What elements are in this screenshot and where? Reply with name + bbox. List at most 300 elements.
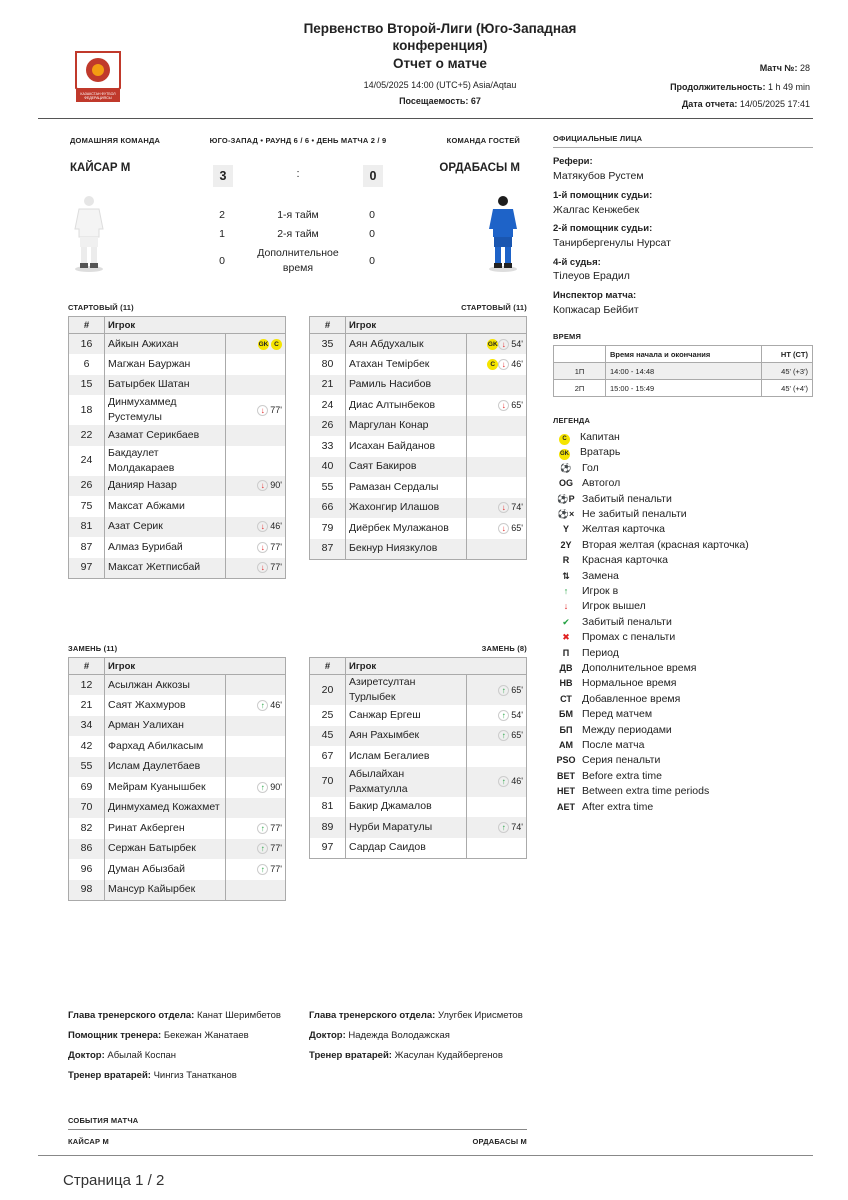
player-out-icon: ↓ — [498, 359, 509, 370]
col-number: # — [310, 317, 346, 334]
player-number: 89 — [310, 817, 346, 838]
player-events — [467, 375, 527, 396]
legend-item — [556, 723, 672, 738]
sub-minute: 65' — [511, 684, 523, 695]
player-events — [226, 798, 286, 819]
player-events — [226, 395, 286, 425]
player-in-icon: ↑ — [257, 843, 268, 854]
player-row — [69, 695, 286, 716]
player-row — [310, 334, 527, 355]
player-name: Динмухамед Кожахмет — [105, 798, 226, 819]
sub-minute: 74' — [511, 502, 523, 513]
legend-label: Забитый пенальти — [582, 615, 672, 628]
player-number: 45 — [310, 726, 346, 747]
events-away: ОРДАБАСЫ М — [472, 1137, 527, 1146]
player-name: Батырбек Шатан — [105, 375, 226, 396]
player-row — [310, 817, 527, 838]
player-events — [467, 675, 527, 706]
legend-item — [556, 569, 619, 584]
half1-away: 0 — [369, 209, 375, 221]
player-number: 35 — [310, 334, 346, 355]
inspector-label: Инспектор матча: — [553, 290, 637, 301]
legend-label: Красная карточка — [582, 554, 668, 567]
legend-label: Серия пенальти — [582, 754, 661, 767]
legend-icon: ✖ — [562, 632, 570, 643]
player-number: 21 — [310, 375, 346, 396]
player-events — [467, 539, 527, 560]
player-number: 69 — [69, 777, 105, 798]
player-name: Ислам Бегалиев — [346, 746, 467, 767]
legend-item — [556, 646, 619, 661]
player-row — [69, 375, 286, 396]
player-number: 12 — [69, 675, 105, 696]
time-row: 1П 14:00 - 14:48 45' (+3') — [554, 363, 813, 380]
player-number: 97 — [69, 558, 105, 579]
legend-icon: ⚽ — [560, 462, 572, 473]
player-number: 18 — [69, 395, 105, 425]
legend-label: Перед матчем — [582, 708, 653, 721]
federation-logo — [72, 48, 124, 106]
player-number: 42 — [69, 736, 105, 757]
legend-label: Нормальное время — [582, 677, 677, 690]
player-number: 75 — [69, 496, 105, 517]
score-separator: : — [296, 168, 300, 180]
away-start-label: СТАРТОВЫЙ (11) — [461, 303, 527, 312]
staff-member: Помощник тренера: Бекежан Жанатаев — [68, 1030, 249, 1041]
player-row — [69, 736, 286, 757]
legend-item — [556, 707, 652, 722]
player-name: Сержан Батырбек — [105, 839, 226, 860]
player-name: Магжан Бауржан — [105, 354, 226, 375]
player-events — [467, 477, 527, 498]
legend-label: Промах с пенальти — [582, 631, 676, 644]
legend-icon: OG — [558, 478, 573, 489]
sub-minute: 74' — [511, 821, 523, 832]
player-row — [310, 726, 527, 747]
legend-icon: GK — [559, 449, 570, 460]
sub-minute: 90' — [270, 480, 282, 491]
time-row: 2П 15:00 - 15:49 45' (+4') — [554, 380, 813, 397]
player-events — [467, 767, 527, 797]
away-team-name: ОРДАБАСЫ М — [439, 162, 520, 174]
player-row — [310, 436, 527, 457]
player-row — [69, 537, 286, 558]
player-name: Саят Бакиров — [346, 457, 467, 478]
sub-minute: 90' — [270, 781, 282, 792]
player-row — [310, 498, 527, 519]
player-number: 66 — [310, 498, 346, 519]
col-number: # — [69, 317, 105, 334]
player-number: 15 — [69, 375, 105, 396]
player-number: 55 — [69, 757, 105, 778]
player-in-icon: ↑ — [498, 730, 509, 741]
player-events — [467, 726, 527, 747]
captain-badge: C — [487, 359, 498, 370]
player-events — [226, 496, 286, 517]
player-name: Рамазан Сердалы — [346, 477, 467, 498]
legend-icon: ↑ — [563, 586, 569, 596]
home-starting-table — [68, 316, 286, 579]
col-player: Игрок — [346, 658, 527, 675]
legend-icon: НВ — [559, 678, 573, 689]
player-row — [310, 518, 527, 539]
player-name: Ринат Акберген — [105, 818, 226, 839]
legend-icon: СТ — [560, 693, 572, 704]
legend-label: After extra time — [582, 800, 654, 813]
player-name: Диас Алтынбеков — [346, 395, 467, 416]
home-sub-label: ЗАМЕНЬ (11) — [68, 644, 118, 653]
time-table — [553, 345, 813, 397]
extra-label: Дополнительное время — [257, 247, 339, 274]
report-date: Дата отчета: 14/05/2025 17:41 — [681, 99, 810, 109]
player-out-icon: ↓ — [257, 542, 268, 553]
player-number: 22 — [69, 425, 105, 446]
legend-icon: PSO — [556, 755, 576, 766]
player-name: Данияр Назар — [105, 476, 226, 497]
player-out-icon: ↓ — [257, 480, 268, 491]
legend-item — [556, 538, 749, 553]
player-events — [467, 797, 527, 818]
player-in-icon: ↑ — [257, 782, 268, 793]
player-row — [69, 517, 286, 538]
legend-icon: C — [559, 434, 570, 445]
player-name: Ислам Даулетбаев — [105, 757, 226, 778]
col-number: # — [310, 658, 346, 675]
player-row — [69, 334, 286, 355]
time-title: ВРЕМЯ — [553, 332, 582, 341]
home-team-name: КАЙСАР М — [70, 162, 131, 174]
legend-item — [556, 584, 618, 599]
player-number: 97 — [310, 838, 346, 859]
legend-icon: ✔ — [562, 616, 570, 627]
away-kit-icon — [486, 193, 520, 273]
staff-member: Тренер вратарей: Чингиз Танатканов — [68, 1070, 237, 1081]
player-name: Саят Жахмуров — [105, 695, 226, 716]
player-name: Азат Серик — [105, 517, 226, 538]
logo-text: КАЗАКСТАН ФУТБОЛ ФЕДЕРАЦИЯСЫ — [80, 92, 116, 100]
player-out-icon: ↓ — [498, 502, 509, 513]
player-number: 20 — [310, 675, 346, 706]
legend-icon: HET — [557, 786, 575, 797]
legend-icon: ⇅ — [562, 570, 570, 581]
captain-badge: C — [271, 339, 282, 350]
player-events — [467, 498, 527, 519]
player-row — [69, 859, 286, 880]
away-starting-table — [309, 316, 527, 560]
player-row — [69, 354, 286, 375]
sub-minute: 77' — [270, 541, 282, 552]
page-number: Страница 1 / 2 — [63, 1172, 165, 1189]
player-name: Аян Абдухалык — [346, 334, 467, 355]
legend-label: Дополнительное время — [582, 662, 697, 674]
staff-member: Тренер вратарей: Жасулан Кудайбергенов — [309, 1050, 503, 1061]
player-row — [310, 746, 527, 767]
col-player: Игрок — [346, 317, 527, 334]
player-row — [69, 757, 286, 778]
legend-item — [556, 461, 599, 476]
player-out-icon: ↓ — [498, 523, 509, 534]
player-events — [226, 839, 286, 860]
player-events — [226, 859, 286, 880]
player-row — [310, 797, 527, 818]
player-row — [310, 477, 527, 498]
player-name: Асылжан Аккозы — [105, 675, 226, 696]
player-name: Мейрам Куанышбек — [105, 777, 226, 798]
half1-home: 2 — [219, 209, 225, 221]
legend-label: Период — [582, 646, 619, 659]
legend-icon: R — [562, 555, 570, 566]
away-score: 0 — [363, 165, 383, 187]
legend-icon: BET — [557, 770, 575, 781]
sub-minute: 65' — [511, 522, 523, 533]
player-events — [226, 757, 286, 778]
player-name: Нурби Маратулы — [346, 817, 467, 838]
player-events — [467, 817, 527, 838]
legend-title: ЛЕГЕНДА — [553, 416, 591, 425]
player-row — [69, 446, 286, 476]
col-player: Игрок — [105, 317, 286, 334]
report-title: Первенство Второй-Лиги (Юго-Западная конференция) — [303, 21, 577, 53]
player-in-icon: ↑ — [498, 822, 509, 833]
player-row — [69, 818, 286, 839]
player-number: 40 — [310, 457, 346, 478]
player-events — [226, 354, 286, 375]
player-events — [226, 880, 286, 901]
legend-label: Between extra time periods — [582, 785, 710, 798]
half2-home: 1 — [219, 228, 225, 240]
assistant2-name: Танирбергенулы Нурсат — [553, 237, 671, 249]
player-name: Максат Жетписбай — [105, 558, 226, 579]
player-row — [69, 798, 286, 819]
sub-minute: 46' — [511, 776, 523, 786]
player-events — [467, 705, 527, 726]
away-subs-table — [309, 657, 527, 859]
player-name: Маргулан Конар — [346, 416, 467, 437]
time-col-ht: HT (CT) — [761, 346, 812, 363]
staff-member: Доктор: Надежда Володажская — [309, 1030, 450, 1041]
player-events — [467, 457, 527, 478]
legend-label: Игрок в — [582, 585, 619, 597]
player-row — [310, 395, 527, 416]
home-score: 3 — [213, 165, 233, 187]
player-in-icon: ↑ — [498, 776, 509, 787]
legend-item — [556, 430, 620, 445]
player-name: Фархад Абилкасым — [105, 736, 226, 757]
header-divider — [38, 118, 813, 119]
player-number: 16 — [69, 334, 105, 355]
player-row — [310, 457, 527, 478]
extra-home: 0 — [219, 255, 225, 267]
player-number: 6 — [69, 354, 105, 375]
player-in-icon: ↑ — [257, 700, 268, 711]
legend-label: Вратарь — [580, 446, 621, 459]
player-row — [310, 354, 527, 375]
player-name: Арман Уалихан — [105, 716, 226, 737]
staff-member: Доктор: Абылай Коспан — [68, 1050, 177, 1061]
player-events — [226, 777, 286, 798]
player-number: 24 — [69, 446, 105, 476]
player-name: Думан Абызбай — [105, 859, 226, 880]
player-name: Жахонгир Илашов — [346, 498, 467, 519]
player-events — [467, 746, 527, 767]
player-out-icon: ↓ — [498, 339, 509, 350]
player-name: Бакдаулет Молдакараев — [105, 446, 226, 476]
legend-item — [556, 553, 668, 568]
player-events — [226, 695, 286, 716]
player-row — [69, 496, 286, 517]
player-row — [69, 558, 286, 579]
legend-item — [556, 661, 697, 676]
report-subtitle: Отчет о матче — [393, 56, 487, 71]
legend-label: Желтая карточка — [582, 523, 666, 536]
legend-icon: ⚽P — [557, 493, 575, 504]
player-events — [467, 354, 527, 375]
legend-icon: П — [562, 647, 570, 658]
player-in-icon: ↑ — [257, 823, 268, 834]
player-name: Атахан Темірбек — [346, 354, 467, 375]
sub-minute: 65' — [511, 730, 523, 741]
legend-item — [556, 599, 646, 614]
player-row — [310, 539, 527, 560]
player-row — [310, 767, 527, 797]
player-name: Айкын Ажихан — [105, 334, 226, 355]
referee-label: Рефери: — [553, 156, 593, 167]
player-number: 67 — [310, 746, 346, 767]
goalkeeper-badge: GK — [258, 340, 269, 348]
legend-label: Игрок вышел — [582, 600, 646, 613]
player-row — [310, 675, 527, 706]
attendance: Посещаемость: 67 — [399, 96, 481, 106]
legend-item — [556, 738, 644, 753]
player-number: 79 — [310, 518, 346, 539]
legend-icon: БМ — [559, 709, 573, 720]
legend-item — [556, 522, 665, 537]
player-number: 25 — [310, 705, 346, 726]
player-out-icon: ↓ — [498, 400, 509, 411]
player-number: 70 — [69, 798, 105, 819]
player-events — [226, 446, 286, 476]
player-number: 70 — [310, 767, 346, 797]
duration: Продолжительность: 1 h 49 min — [670, 82, 810, 92]
player-number: 21 — [69, 695, 105, 716]
player-events — [467, 334, 527, 355]
home-start-label: СТАРТОВЫЙ (11) — [68, 303, 134, 312]
player-events — [467, 395, 527, 416]
player-row — [69, 395, 286, 425]
legend-icon: 2Y — [560, 539, 572, 550]
legend-icon: AET — [557, 801, 575, 812]
legend-item — [556, 753, 660, 768]
player-row — [310, 838, 527, 859]
player-name: Мансур Кайырбек — [105, 880, 226, 901]
match-number: Матч №: 28 — [759, 63, 810, 73]
col-number: # — [69, 658, 105, 675]
legend-label: Замена — [582, 569, 619, 582]
inspector-name: Копжасар Бейбит — [553, 304, 639, 316]
referee-name: Матякубов Рустем — [553, 170, 644, 182]
officials-divider — [553, 147, 813, 148]
player-name: Динмухаммед Рустемулы — [105, 395, 226, 425]
player-events — [467, 416, 527, 437]
player-number: 34 — [69, 716, 105, 737]
sub-minute: 77' — [270, 822, 282, 833]
player-number: 86 — [69, 839, 105, 860]
player-row — [69, 777, 286, 798]
legend-label: Добавленное время — [582, 692, 681, 705]
legend-item — [556, 492, 672, 507]
assistant1-name: Жалгас Кенжебек — [553, 204, 640, 216]
player-events — [226, 375, 286, 396]
player-row — [69, 839, 286, 860]
sub-minute: 54' — [511, 709, 523, 720]
footer-divider — [38, 1155, 813, 1156]
legend-icon: Y — [562, 524, 569, 535]
round-info: ЮГО-ЗАПАД • РАУНД 6 / 6 • ДЕНЬ МАТЧА 2 / 9 — [209, 136, 387, 145]
player-number: 24 — [310, 395, 346, 416]
player-row — [310, 416, 527, 437]
player-row — [69, 425, 286, 446]
player-row — [69, 675, 286, 696]
legend-item — [556, 445, 620, 460]
fourth-official-label: 4-й судья: — [553, 257, 601, 268]
player-in-icon: ↑ — [257, 864, 268, 875]
player-number: 26 — [69, 476, 105, 497]
player-name: Азиретсултан Турлыбек — [346, 675, 467, 706]
player-name: Рамиль Насибов — [346, 375, 467, 396]
player-out-icon: ↓ — [257, 405, 268, 416]
legend-item — [556, 676, 676, 691]
legend-item — [556, 615, 672, 630]
away-sub-label: ЗАМЕНЬ (8) — [481, 644, 527, 653]
legend-icon: ↓ — [563, 601, 569, 612]
sub-minute: 46' — [270, 699, 282, 710]
away-team-label: КОМАНДА ГОСТЕЙ — [446, 136, 520, 145]
player-number: 98 — [69, 880, 105, 901]
player-name: Аян Рахымбек — [346, 726, 467, 747]
player-name: Санжар Ергеш — [346, 705, 467, 726]
player-name: Исахан Байданов — [346, 436, 467, 457]
staff-member: Глава тренерского отдела: Канат Шеримбетов — [68, 1010, 281, 1021]
legend-icon: БП — [559, 724, 573, 735]
player-events — [226, 818, 286, 839]
legend-item — [556, 630, 675, 645]
player-row — [69, 880, 286, 901]
legend-label: Гол — [582, 461, 599, 474]
player-out-icon: ↓ — [257, 562, 268, 573]
player-name: Максат Абжами — [105, 496, 226, 517]
sub-minute: 77' — [270, 863, 282, 874]
events-divider — [68, 1129, 527, 1130]
home-kit-icon — [72, 193, 106, 273]
player-name: Диёрбек Мулажанов — [346, 518, 467, 539]
player-events — [226, 675, 286, 696]
assistant1-label: 1-й помощник судьи: — [553, 190, 653, 201]
player-name: Бекнур Ниязкулов — [346, 539, 467, 560]
player-events — [467, 436, 527, 457]
legend-label: Капитан — [580, 431, 620, 443]
legend-icon: АМ — [559, 740, 573, 750]
legend-item — [556, 507, 687, 522]
legend-item — [556, 476, 620, 491]
legend-label: После матча — [582, 739, 645, 751]
player-events — [226, 716, 286, 737]
player-number: 81 — [310, 797, 346, 818]
legend-label: Не забитый пенальти — [582, 508, 687, 520]
extra-away: 0 — [369, 255, 375, 267]
player-events — [467, 518, 527, 539]
events-title: СОБЫТИЯ МАТЧА — [68, 1116, 139, 1125]
half1-label: 1-я тайм — [277, 209, 319, 221]
